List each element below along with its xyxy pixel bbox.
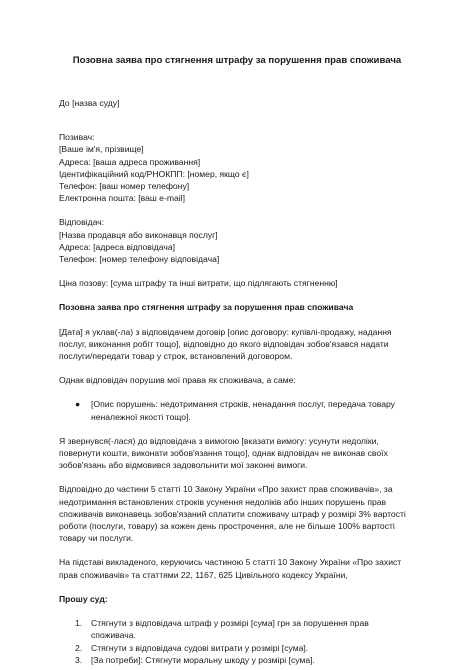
paragraph-line: прав споживачів» та статтями 22, 1167, 625 Цивільного кодексу України, [59,569,348,580]
defendant-phone: Телефон: [номер телефону відповідача] [59,254,220,265]
list-item-line: Стягнути з відповідача судові витрати у розмірі [сума]. [91,642,309,653]
list-item-line: неналежної якості тощо]. [91,411,191,422]
plaintiff-name: [Ваше ім'я, прізвище] [59,144,144,155]
document-title: Позовна заява про стягнення штрафу за порушення прав споживача [72,55,402,66]
plaintiff-block [59,131,474,204]
paragraph-line: Відповідно до частини 5 статті 10 Закону України «Про захист прав споживачів», за [59,484,393,495]
paragraph-law [59,483,474,544]
list-number: 1. [75,618,83,629]
paragraph-contract [59,326,474,363]
list-item-line: [Опис порушень: недотримання строків, ненадання послуг, передача товару [91,399,395,410]
plaintiff-email: Електронна пошта: [ваш e-mail] [59,193,185,204]
paragraph-line: повернути кошти, виконати зобов'язання тощо], однак відповідач не виконав своїх [59,448,388,459]
paragraph-line: На підставі викладеного, керуючись частиною 5 статті 10 Закону України «Про захист [59,557,402,568]
request-heading: Прошу суд: [59,593,108,604]
defendant-name: [Назва продавця або виконавця послуг] [59,229,218,240]
plaintiff-heading: Позивач: [59,132,95,143]
paragraph-line: споживачів виконавець зобов'язаний сплатити споживачу штраф у розмірі 3% вартості [59,508,406,519]
paragraph-line: недотримання встановлених строків усунення недоліків або інших порушень прав [59,496,387,507]
paragraph-basis [59,556,474,580]
list-item [59,398,474,422]
list-number: 3. [75,654,83,665]
defendant-block [59,216,474,265]
paragraph-line: Я звернувся(-лася) до відповідача з вимогою [вказати вимогу: усунути недоліки, [59,435,379,446]
paragraph-violation-intro: Однак відповідач порушив мої права як споживача, а саме: [59,375,296,386]
paragraph-line: [Дата] я уклав(-ла) з відповідачем договір [опис договору: купівлі-продажу, надання [59,326,392,337]
list-item [59,654,474,666]
paragraph-demand [59,435,474,472]
defendant-heading: Відповідач: [59,217,105,228]
list-item-line: Стягнути з відповідача штраф у розмірі [сума] грн за порушення прав [91,618,369,629]
section-title: Позовна заява про стягнення штрафу за порушення прав споживача [59,302,354,313]
court-line: До [назва суду] [59,98,120,108]
list-item [59,617,474,641]
paragraph-line: товару чи послуги. [59,533,134,544]
list-number: 2. [75,642,83,653]
plaintiff-phone: Телефон: [ваш номер телефону] [59,181,190,192]
list-item [59,642,474,654]
bullet-list [59,398,474,422]
plaintiff-address: Адреса: [ваша адреса проживання] [59,156,201,167]
paragraph-line: послуги/передати товар у строк, встановлений договором. [59,351,293,362]
claim-price: Ціна позову: [сума штрафу та інші витрати, що підлягають стягненню] [59,278,338,289]
bullet-icon: ● [75,399,81,410]
plaintiff-id-code: Ідентифікаційний код/РНОКПП: [номер, якщо є] [59,168,249,179]
request-list [59,617,474,666]
paragraph-line: послуг, виконання робіт тощо], відповідно до якого відповідач зобов'язався надати [59,338,389,349]
paragraph-line: зобов'язань або відмовився задовольнити мої законні вимоги. [59,460,308,471]
list-item-line: [За потреби]: Стягнути моральну шкоду у розмірі [сума]. [91,654,315,665]
defendant-address: Адреса: [адреса відповідача] [59,241,176,252]
paragraph-line: роботи (послуги, товару) за кожен день прострочення, але не більше 100% вартості [59,521,395,532]
list-item-line: споживача. [91,630,136,641]
